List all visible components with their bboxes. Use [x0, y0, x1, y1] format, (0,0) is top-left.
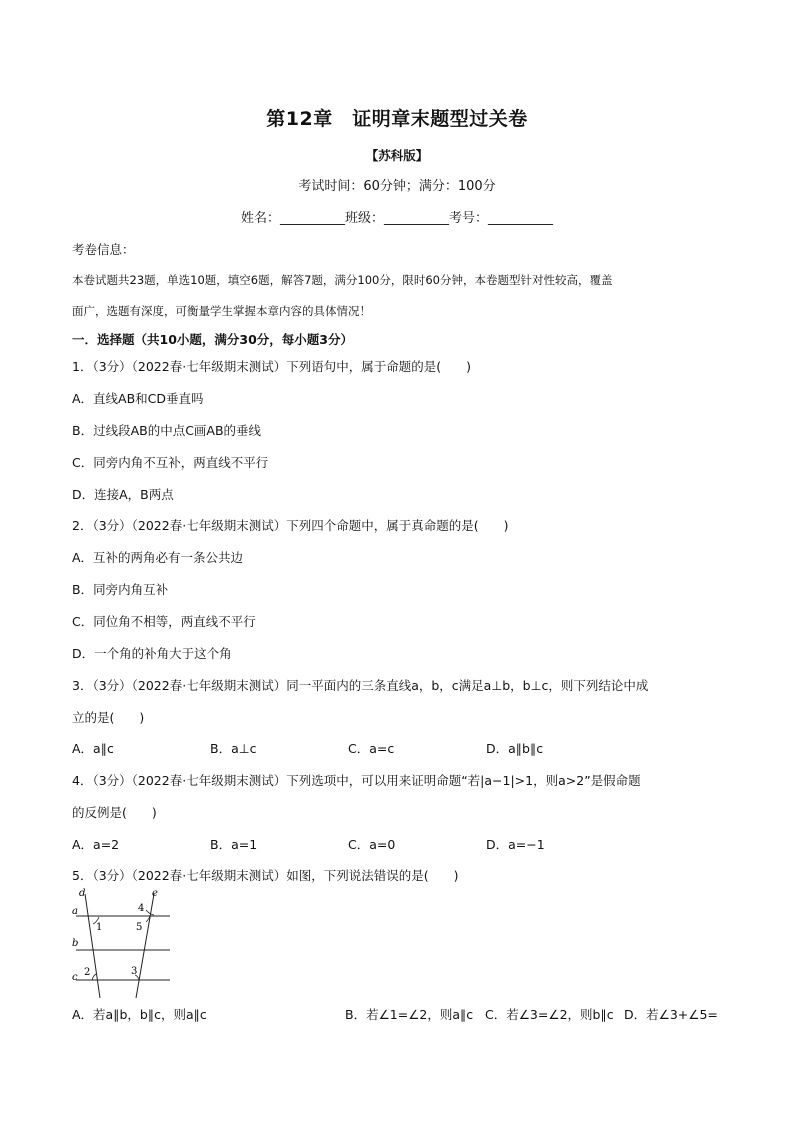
label-angle-4: 4 [138, 903, 145, 914]
label-angle-2: 2 [84, 967, 91, 978]
q3-option-b: B．a⊥c [210, 741, 257, 756]
q2-stem: 2．（3分）（2022春·七年级期末测试）下列四个命题中，属于真命题的是( ) [72, 518, 509, 533]
q3-option-c: C．a=c [348, 741, 395, 756]
q1-option-d: D．连接A，B两点 [72, 487, 174, 502]
label-c: c [72, 972, 78, 983]
q4-option-d: D．a=−1 [486, 837, 545, 852]
edition-label: 【苏科版】 [365, 148, 429, 163]
section-heading: 一．选择题（共10小题，满分30分，每小题3分） [72, 332, 353, 347]
label-angle-5: 5 [136, 922, 143, 933]
label-angle-1: 1 [96, 922, 103, 933]
q4-option-b: B．a=1 [210, 837, 258, 852]
q5-stem: 5．（3分）（2022春·七年级期末测试）如图，下列说法错误的是( ) [72, 868, 459, 883]
label-d: d [79, 888, 86, 899]
label-a: a [72, 906, 78, 917]
q4-stem-line1: 4．（3分）（2022春·七年级期末测试）下列选项中，可以用来证明命题“若|a−1|>1，则a>2”是假命题 [72, 773, 641, 788]
q1-option-a: A．直线AB和CD垂直吗 [72, 391, 204, 406]
q2-option-a: A．互补的两角必有一条公共边 [72, 550, 244, 565]
label-angle-3: 3 [131, 966, 138, 977]
q4-stem-line2: 的反例是( ) [72, 805, 157, 820]
q1-option-b: B．过线段AB的中点C画AB的垂线 [72, 423, 262, 438]
page-title: 第12章 证明章末题型过关卷 [266, 108, 528, 130]
label-b: b [72, 938, 79, 949]
angle-arc-2 [92, 974, 96, 980]
q5-option-c: C．若∠3=∠2，则b∥c [485, 1007, 614, 1022]
q5-option-b: B．若∠1=∠2，则a∥c [345, 1007, 474, 1022]
q5-figure [66, 886, 176, 1000]
exam-time: 考试时间：60分钟；满分：100分 [298, 179, 496, 194]
exam-info-line2: 面广，选题有深度，可衡量学生掌握本章内容的具体情况！ [72, 304, 371, 318]
line-d [85, 894, 103, 998]
q3-stem-line1: 3．（3分）（2022春·七年级期末测试）同一平面内的三条直线a，b，c满足a⊥b，b⊥c，则下列结论中成 [72, 678, 649, 693]
q4-option-a: A．a=2 [72, 837, 120, 852]
q2-option-d: D．一个角的补角大于这个角 [72, 646, 232, 661]
q2-option-c: C．同位角不相等，两直线不平行 [72, 614, 256, 629]
q3-option-d: D．a∥b∥c [486, 741, 544, 756]
q4-option-c: C．a=0 [348, 837, 396, 852]
q5-option-d: D．若∠3+∠5= [624, 1007, 718, 1022]
q1-stem: 1．（3分）（2022春·七年级期末测试）下列语句中，属于命题的是( ) [72, 359, 471, 374]
label-e: e [152, 888, 158, 899]
q2-option-b: B．同旁内角互补 [72, 582, 169, 597]
q3-option-a: A．a∥c [72, 741, 114, 756]
exam-info-line1: 本卷试题共23题，单选10题，填空6题，解答7题，满分100分，限时60分钟，本卷题型针对性较高，覆盖 [72, 273, 613, 287]
q5-option-a: A．若a∥b，b∥c，则a∥c [72, 1007, 207, 1022]
q3-stem-line2: 立的是( ) [72, 710, 145, 725]
q1-option-c: C．同旁内角不互补，两直线不平行 [72, 455, 269, 470]
exam-info-label: 考卷信息： [72, 242, 135, 257]
student-info: 姓名：__________班级：__________考号：__________ [240, 211, 553, 226]
